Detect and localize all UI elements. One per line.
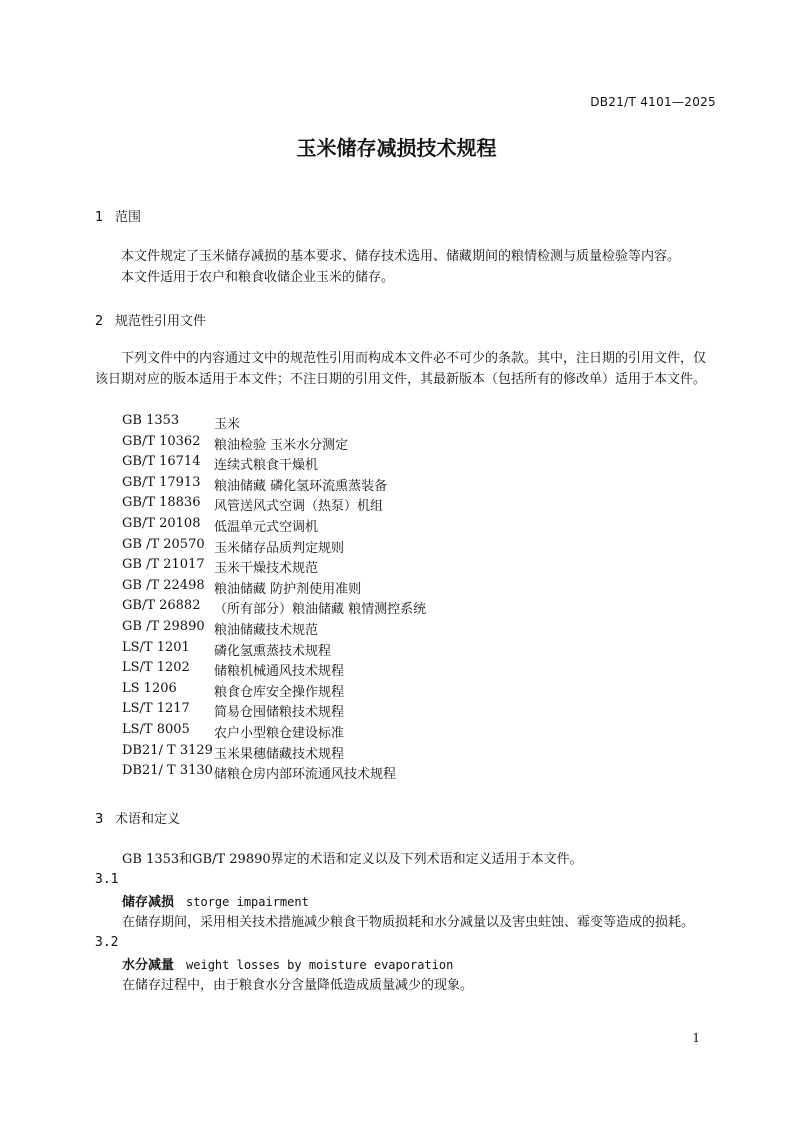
reference-item	[122, 619, 426, 640]
reference-title: 玉米干燥技术规范	[214, 561, 319, 577]
reference-item	[122, 701, 426, 722]
section-title: 术语和定义	[115, 812, 181, 827]
reference-item	[122, 454, 426, 475]
reference-list	[122, 413, 426, 784]
reference-item	[122, 475, 426, 496]
reference-title: 农户小型粮仓建设标准	[214, 725, 345, 741]
reference-code: GB/T 17913	[122, 474, 201, 490]
reference-code: GB /T 21017	[122, 557, 205, 573]
reference-title: 玉米果穗储藏技术规程	[214, 746, 345, 762]
reference-title: 低温单元式空调机	[214, 519, 319, 535]
section-3-heading	[95, 808, 180, 827]
reference-title: 储粮机械通风技术规程	[214, 664, 345, 680]
section-title: 范围	[115, 210, 142, 225]
section-title: 规范性引用文件	[115, 314, 207, 329]
document-title: 玉米储存减损技术规程	[296, 136, 497, 160]
reference-item	[122, 640, 426, 661]
reference-item	[122, 537, 426, 558]
reference-code: DB21/ T 3130	[122, 763, 213, 779]
reference-title: 玉米储存品质判定规则	[214, 540, 345, 556]
section-1-heading	[95, 206, 141, 225]
reference-item	[122, 434, 426, 455]
scope-paragraph-1: 本文件规定了玉米储存减损的基本要求、储存技术选用、储藏期间的粮情检测与质量检验等内容。	[121, 249, 681, 264]
reference-code: LS/T 1201	[122, 639, 190, 655]
reference-item	[122, 743, 426, 764]
reference-item	[122, 495, 426, 516]
reference-code: GB/T 10362	[122, 433, 201, 449]
reference-item	[122, 516, 426, 537]
reference-code: DB21/ T 3129	[122, 742, 213, 758]
section-number: 2	[95, 314, 104, 329]
reference-code: GB 1353	[122, 413, 180, 428]
term-number: 3.1	[95, 872, 119, 887]
reference-title: （所有部分）粮油储藏 粮情测控系统	[214, 602, 427, 618]
reference-title: 粮油检验 玉米水分测定	[214, 437, 349, 453]
section-number: 1	[95, 210, 104, 225]
reference-title: 磷化氢熏蒸技术规程	[214, 643, 332, 659]
term-entry	[122, 954, 453, 973]
reference-code: GB/T 20108	[122, 515, 201, 531]
reference-code: GB/T 18836	[122, 495, 201, 511]
reference-item	[122, 578, 426, 599]
reference-item	[122, 557, 426, 578]
reference-title: 风管送风式空调（热泵）机组	[214, 499, 384, 515]
reference-item	[122, 660, 426, 681]
term-definition: 在储存期间，采用相关技术措施减少粮食干物质损耗和水分减量以及害虫蛀蚀、霉变等造成的损耗。	[122, 915, 695, 930]
reference-title: 连续式粮食干燥机	[214, 458, 319, 474]
reference-item	[122, 413, 426, 434]
reference-title: 玉米	[214, 417, 241, 432]
reference-item	[122, 722, 426, 743]
scope-paragraph-2: 本文件适用于农户和粮食收储企业玉米的储存。	[121, 270, 395, 285]
reference-item	[122, 763, 426, 784]
reference-code: LS/T 1202	[122, 660, 190, 676]
reference-code: GB /T 22498	[122, 577, 205, 593]
reference-item	[122, 681, 426, 702]
term-english: weight losses by moisture evaporation	[186, 958, 454, 972]
reference-code: LS 1206	[122, 680, 177, 696]
term-chinese: 水分减量	[122, 958, 175, 973]
terms-intro: GB 1353和GB/T 29890界定的术语和定义以及下列术语和定义适用于本文件。	[122, 852, 583, 867]
reference-title: 粮油储藏 磷化氢环流熏蒸装备	[214, 478, 388, 494]
term-chinese: 储存减损	[122, 895, 175, 910]
reference-item	[122, 598, 426, 619]
reference-code: LS/T 8005	[122, 721, 190, 737]
reference-code: GB /T 29890	[122, 618, 205, 634]
reference-title: 粮食仓库安全操作规程	[214, 684, 345, 700]
term-number: 3.2	[95, 935, 119, 950]
reference-code: LS/T 1217	[122, 701, 190, 717]
section-2-heading	[95, 310, 206, 329]
reference-code: GB/T 26882	[122, 598, 201, 614]
term-definition: 在储存过程中，由于粮食水分含量降低造成质量减少的现象。	[122, 978, 474, 993]
reference-title: 粮油储藏技术规范	[214, 622, 319, 638]
reference-code: GB /T 20570	[122, 536, 205, 552]
term-english: storge impairment	[186, 895, 309, 909]
section-number: 3	[95, 812, 104, 827]
standard-code: DB21/T 4101—2025	[590, 95, 716, 109]
normative-references-intro: 下列文件中的内容通过文中的规范性引用而构成本文件必不可少的条款。其中，注日期的引用文件，仅该日期对应的版本适用于本文件；不注日期的引用文件，其最新版本（包括所有的修改单）适用于本文件。	[95, 351, 707, 387]
reference-title: 储粮仓房内部环流通风技术规程	[214, 767, 397, 783]
page-number: 1	[692, 1031, 700, 1045]
reference-code: GB/T 16714	[122, 454, 201, 470]
reference-title: 粮油储藏 防护剂使用准则	[214, 581, 362, 597]
term-entry	[122, 891, 309, 910]
reference-title: 简易仓囤储粮技术规程	[214, 705, 345, 721]
